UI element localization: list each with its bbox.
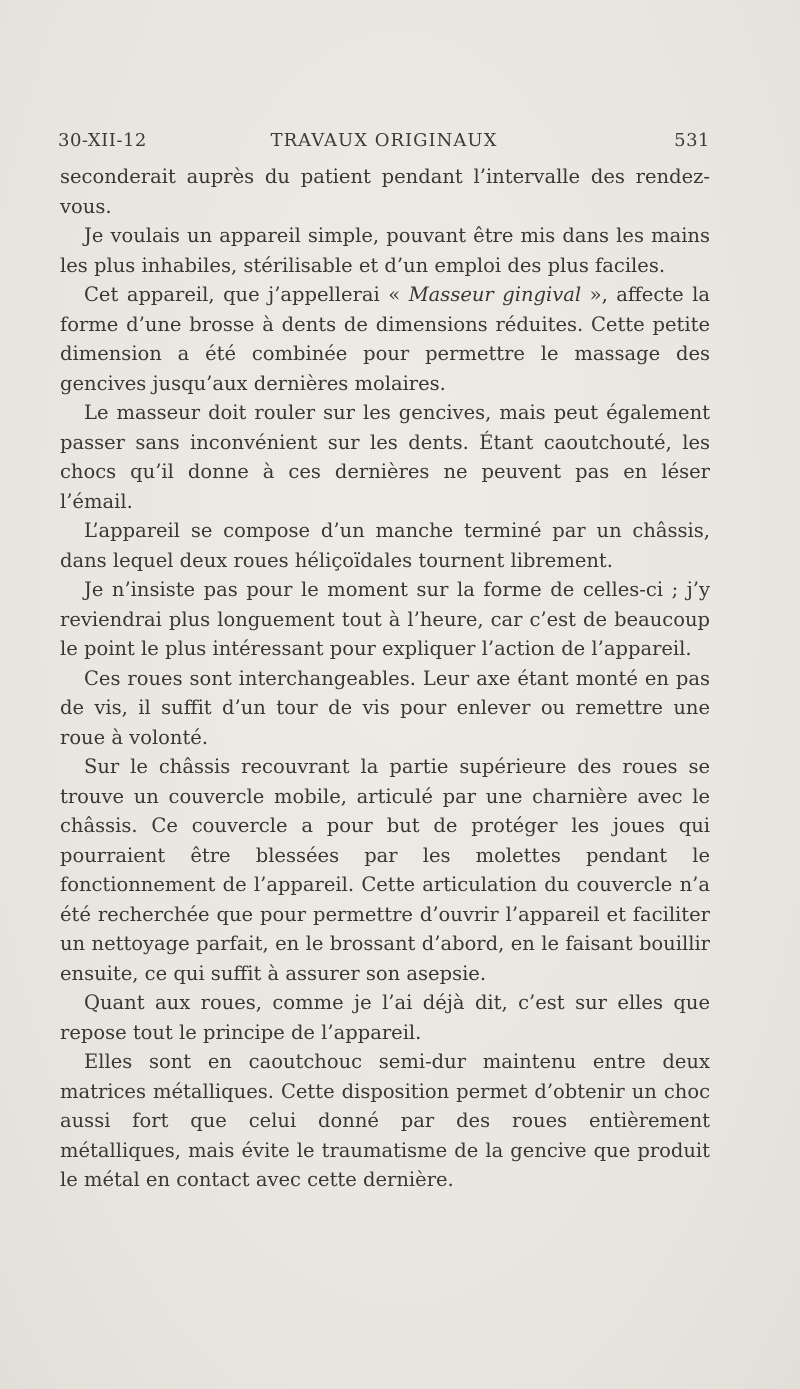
paragraph-5: L’appareil se compose d’un manche terminé par un châssis, dans lequel deux roues héliçoïdales tournent librement. [60, 519, 710, 572]
paragraph-2: Je voulais un appareil simple, pouvant être mis dans les mains les plus inhabiles, stérilisable et d’un emploi des plus faciles. [60, 224, 710, 277]
section-title: TRAVAUX ORIGINAUX [270, 130, 498, 151]
issue-date: 30-XII-12 [58, 130, 147, 151]
paragraph-10: Elles sont en caoutchouc semi-dur maintenu entre deux matrices métalliques. Cette disposition permet d’obtenir un choc aussi fort que celui donné par des roues entièrement métalliques, mais évite le traumatisme de la gencive que produit le métal en contact avec cette dernière. [60, 1050, 710, 1191]
paragraph-4: Le masseur doit rouler sur les gencives, mais peut également passer sans inconvénient sur les dents. Étant caoutchouté, les chocs qu’il donne à ces dernières ne peuvent pas en léser l’émail. [60, 401, 710, 513]
page-number: 531 [674, 130, 710, 151]
paragraph-9: Quant aux roues, comme je l’ai déjà dit, c’est sur elles que repose tout le principe de l’appareil. [60, 991, 710, 1044]
device-name: Masseur gingival [408, 283, 582, 306]
running-head [58, 130, 710, 160]
paragraph-3-after: », affecte la forme d’une brosse à dents de dimensions réduites. Cette petite dimension a été combinée pour permettre le massage des gencives jusqu’aux dernières molaires. [60, 283, 710, 395]
paragraph-1: seconderait auprès du patient pendant l’intervalle des rendez-vous. [60, 165, 710, 218]
paragraph-6: Je n’insiste pas pour le moment sur la forme de celles-ci ; j’y reviendrai plus longuement tout à l’heure, car c’est de beaucoup le point le plus intéressant pour expliquer l’action de l’appareil. [60, 578, 710, 660]
paragraph-8: Sur le châssis recouvrant la partie supérieure des roues se trouve un couvercle mobile, articulé par une charnière avec le châssis. Ce couvercle a pour but de protéger les joues qui pourraient être blessées par les molettes pendant le fonctionnement de l’appareil. Cette articulation du couvercle n’a été recherchée que pour permettre d’ouvrir l’appareil et faciliter un nettoyage parfait, en le brossant d’abord, en le faisant bouillir ensuite, ce qui suffit à assurer son asepsie. [60, 755, 710, 985]
paragraph-3 [60, 280, 710, 398]
paragraph-7: Ces roues sont interchangeables. Leur axe étant monté en pas de vis, il suffit d’un tour de vis pour enlever ou remettre une roue à volonté. [60, 666, 710, 749]
paragraph-3-before: Cet appareil, que j’appellerai « [84, 283, 409, 306]
body-text [60, 162, 710, 1195]
